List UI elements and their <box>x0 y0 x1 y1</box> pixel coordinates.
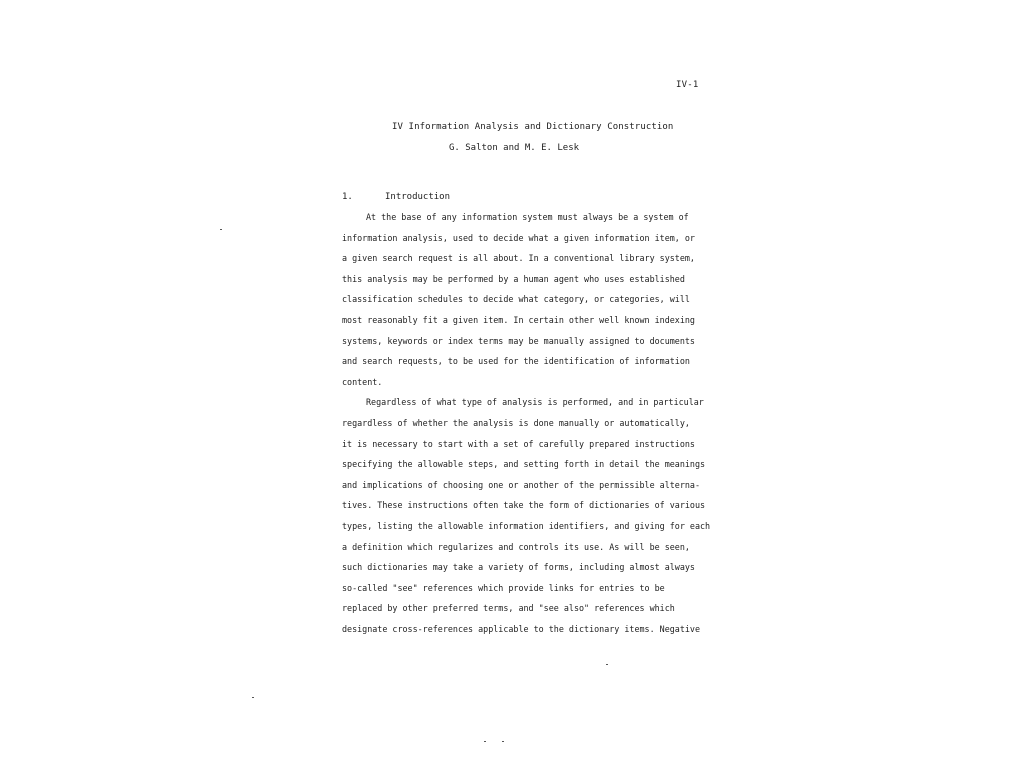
text-line: At the base of any information system must always be a system of <box>366 212 689 222</box>
scan-speck <box>484 741 486 742</box>
text-line: a given search request is all about. In a conventional library system, <box>342 253 695 264</box>
text-line: types, listing the allowable information identifiers, and giving for each <box>342 520 711 531</box>
text-line: a definition which regularizes and controls its use. As will be seen, <box>342 541 690 552</box>
text-line: information analysis, used to decide what a given information item, or <box>342 232 695 243</box>
text-line: so-called "see" references which provide links for entries to be <box>342 582 665 593</box>
text-line: replaced by other preferred terms, and "see also" references which <box>342 603 675 614</box>
section-title: Introduction <box>385 192 451 202</box>
text-line: specifying the allowable steps, and setting forth in detail the meanings <box>342 459 706 470</box>
text-line: most reasonably fit a given item. In certain other well known indexing <box>342 314 695 325</box>
body-text <box>342 212 711 644</box>
text-line: designate cross-references applicable to the dictionary items. Negative <box>342 623 700 634</box>
document-authors: G. Salton and M. E. Lesk <box>449 143 580 153</box>
text-line: content. <box>342 376 383 387</box>
text-line: and implications of choosing one or another of the permissible alterna- <box>342 479 700 490</box>
text-line: classification schedules to decide what category, or categories, will <box>342 294 690 305</box>
text-line: Regardless of what type of analysis is performed, and in particular <box>366 397 704 408</box>
text-line: regardless of whether the analysis is done manually or automatically, <box>342 417 690 428</box>
section-number: 1. <box>342 192 353 202</box>
text-line: this analysis may be performed by a human agent who uses established <box>342 273 685 284</box>
text-line: and search requests, to be used for the identification of information <box>342 356 690 367</box>
scan-speck <box>252 697 254 698</box>
scan-speck <box>606 664 608 665</box>
section-heading <box>342 192 450 202</box>
text-line: systems, keywords or index terms may be manually assigned to documents <box>342 335 695 346</box>
text-line: such dictionaries may take a variety of forms, including almost always <box>342 562 695 573</box>
text-line: tives. These instructions often take the form of dictionaries of various <box>342 500 706 511</box>
scan-speck <box>220 229 222 230</box>
document-title: IV Information Analysis and Dictionary Construction <box>392 122 674 132</box>
page-number: IV-1 <box>676 80 699 90</box>
scan-speck <box>502 741 504 742</box>
text-line: it is necessary to start with a set of carefully prepared instructions <box>342 438 695 449</box>
